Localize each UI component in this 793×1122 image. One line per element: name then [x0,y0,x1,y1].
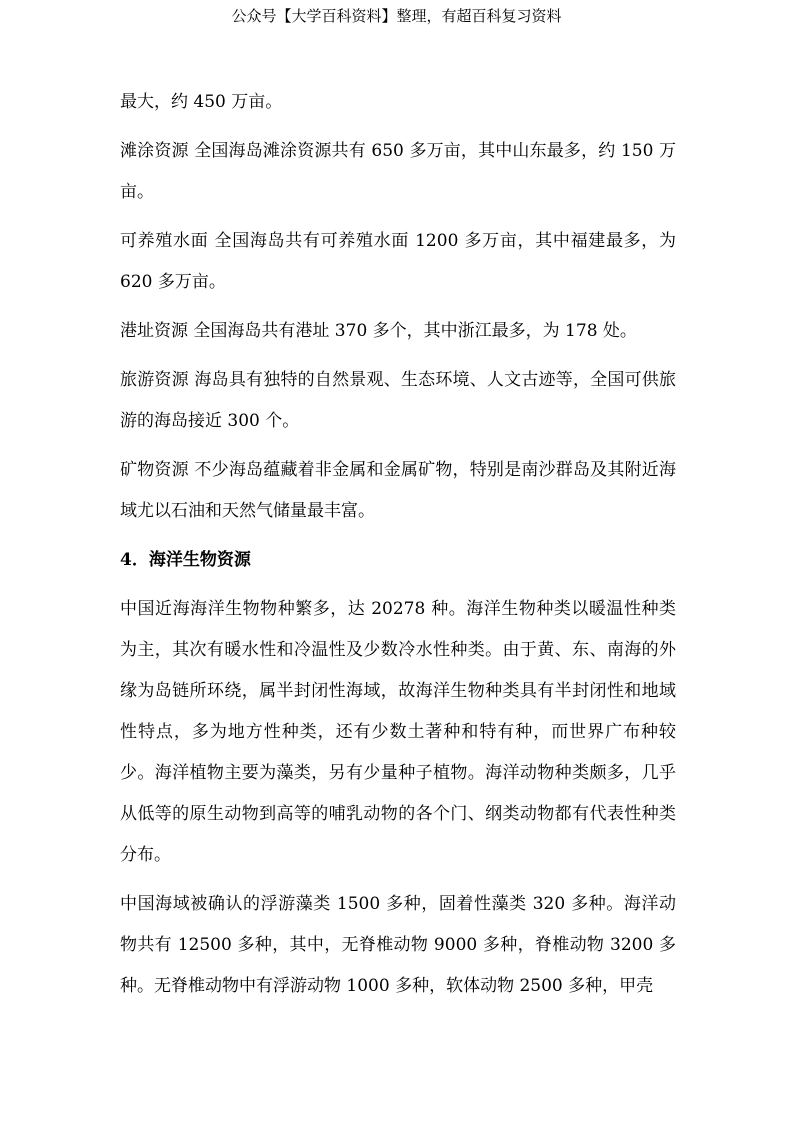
paragraph-mineral-resources: 矿物资源 不少海岛蕴藏着非金属和金属矿物，特别是南沙群岛及其附近海域尤以石油和天然气储量最丰富。 [120,460,676,521]
section-heading-marine-bio: 4．海洋生物资源 [120,550,251,570]
paragraph-tidal-flat-resources: 滩涂资源 全国海岛滩涂资源共有 650 多万亩，其中山东最多，约 150 万亩。 [120,141,676,202]
paragraph-tourism-resources: 旅游资源 海岛具有独特的自然景观、生态环境、人文古迹等，全国可供旅游的海岛接近 300 个。 [120,370,676,431]
paragraph-aquaculture-water: 可养殖水面 全国海岛共有可养殖水面 1200 多万亩，其中福建最多，为 620 多万亩。 [120,231,676,292]
document-body [120,82,676,1015]
paragraph-marine-species: 中国近海海洋生物物种繁多，达 20278 种。海洋生物种类以暖温性种类为主，其次有暖水性和冷温性及少数冷水性种类。由于黄、东、南海的外缘为岛链所环绕，属半封闭性海域，故海洋生物种类具有半封闭性和地域性特点，多为地方性种类，还有少数土著种和特有种，而世界广布种较少。海洋植物主要为藻类，另有少量种子植物。海洋动物种类颇多，几乎从低等的原生动物到高等的哺乳动物的各个门、纲类动物都有代表性种类分布。 [120,599,676,865]
paragraph-area-continued: 最大，约 450 万亩。 [120,92,283,112]
paragraph-species-counts: 中国海域被确认的浮游藻类 1500 多种，固着性藻类 320 多种。海洋动物共有 12500 多种，其中，无脊椎动物 9000 多种，脊椎动物 3200 多种。无脊椎动物中有浮游动物 1000 多种，软体动物 2500 多种，甲壳 [120,894,676,996]
paragraph-port-sites: 港址资源 全国海岛共有港址 370 多个，其中浙江最多，为 178 处。 [120,321,637,341]
page-header: 公众号【大学百科资料】整理，有超百科复习资料 [231,7,562,25]
